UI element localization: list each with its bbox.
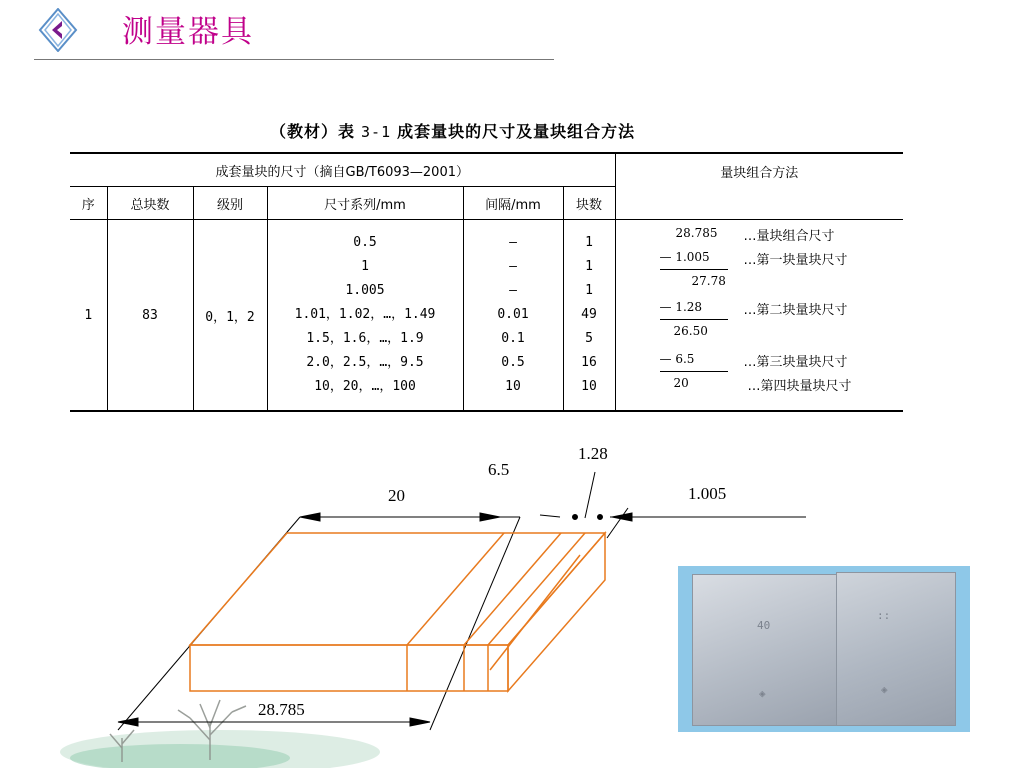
gauge-block-right: [836, 572, 956, 726]
group-header-combination: 量块组合方法: [615, 153, 903, 220]
combo-result2: 26.50: [673, 324, 708, 338]
caption-prefix: （教材）表: [270, 122, 356, 141]
column-header-total: 总块数: [107, 187, 193, 220]
combo-target-note: …量块组合尺寸: [743, 229, 835, 244]
size-item: 1: [361, 259, 369, 274]
dimension-label-1.28: 1.28: [578, 444, 608, 463]
cell-sizes: [267, 220, 463, 412]
combo-step1-note: …第一块量块尺寸: [743, 253, 848, 268]
cell-counts: [563, 220, 615, 412]
table-row: [70, 220, 903, 412]
size-item: 0.5: [353, 235, 377, 250]
caption-number: 3-1: [361, 123, 392, 141]
cell-index: 1: [70, 220, 107, 412]
cell-grade: 0，1，2: [193, 220, 267, 412]
group-header-sizes: 成套量块的尺寸（摘自GB/T6093—2001）: [70, 153, 615, 187]
block-mark-left: 40: [757, 619, 771, 632]
interval-item: 10: [505, 379, 521, 394]
combo-result3: 20: [673, 376, 689, 390]
cell-intervals: [463, 220, 563, 412]
cell-combination: [615, 220, 903, 412]
page-title: 测量器具: [122, 14, 254, 50]
title-divider: [34, 59, 554, 60]
count-item: 5: [585, 331, 593, 346]
diamond-chevron-icon: [38, 8, 78, 52]
combo-step2: — 1.28: [659, 300, 703, 314]
diamond-mark-icon: ◈: [881, 683, 888, 696]
count-item: 16: [581, 355, 597, 370]
cell-total: 83: [107, 220, 193, 412]
combo-rule: [660, 319, 728, 320]
column-header-sizes: 尺寸系列/mm: [267, 187, 463, 220]
combo-step2-note: …第二块量块尺寸: [743, 303, 848, 318]
combo-step3: — 6.5: [659, 352, 695, 366]
gauge-block-photo: [678, 566, 970, 732]
interval-item: 0.5: [501, 355, 525, 370]
count-item: 1: [585, 283, 593, 298]
dimension-label-1.005: 1.005: [688, 484, 727, 503]
count-item: 1: [585, 235, 593, 250]
size-item: 10，20，…，100: [314, 379, 416, 394]
combo-rule: [660, 371, 728, 372]
combo-rule: [660, 269, 728, 270]
gauge-block-left: [692, 574, 840, 726]
dimension-label-6.5: 6.5: [488, 460, 510, 479]
size-item: 1.01，1.02，…，1.49: [294, 307, 436, 322]
combo-step1: — 1.005: [659, 250, 710, 264]
interval-item: —: [509, 283, 517, 298]
count-item: 49: [581, 307, 597, 322]
combo-step3-note: …第三块量块尺寸: [743, 355, 848, 370]
interval-item: 0.1: [501, 331, 525, 346]
size-item: 1.5，1.6，…，1.9: [306, 331, 424, 346]
dimension-label-20: 20: [388, 486, 405, 505]
combo-result1: 27.78: [691, 274, 726, 288]
table-caption: [270, 119, 635, 142]
column-header-grade: 级别: [193, 187, 267, 220]
gauge-block-outline: [190, 533, 605, 691]
interval-item: 0.01: [497, 307, 529, 322]
size-item: 1.005: [345, 283, 385, 298]
combo-result3-note: …第四块量块尺寸: [747, 379, 852, 394]
dimension-label-28.785: 28.785: [258, 700, 305, 719]
count-item: 10: [581, 379, 597, 394]
caption-title: 成套量块的尺寸及量块组合方法: [397, 122, 636, 141]
interval-item: —: [509, 259, 517, 274]
gauge-block-table: [70, 152, 903, 412]
column-header-count: 块数: [563, 187, 615, 220]
size-item: 2.0，2.5，…，9.5: [306, 355, 424, 370]
column-header-index: 序: [70, 187, 107, 220]
interval-item: —: [509, 235, 517, 250]
block-mark-right: ::: [877, 609, 891, 622]
count-item: 1: [585, 259, 593, 274]
diamond-mark-icon: ◈: [759, 687, 766, 700]
column-header-interval: 间隔/mm: [463, 187, 563, 220]
combo-target: 28.785: [675, 226, 718, 240]
